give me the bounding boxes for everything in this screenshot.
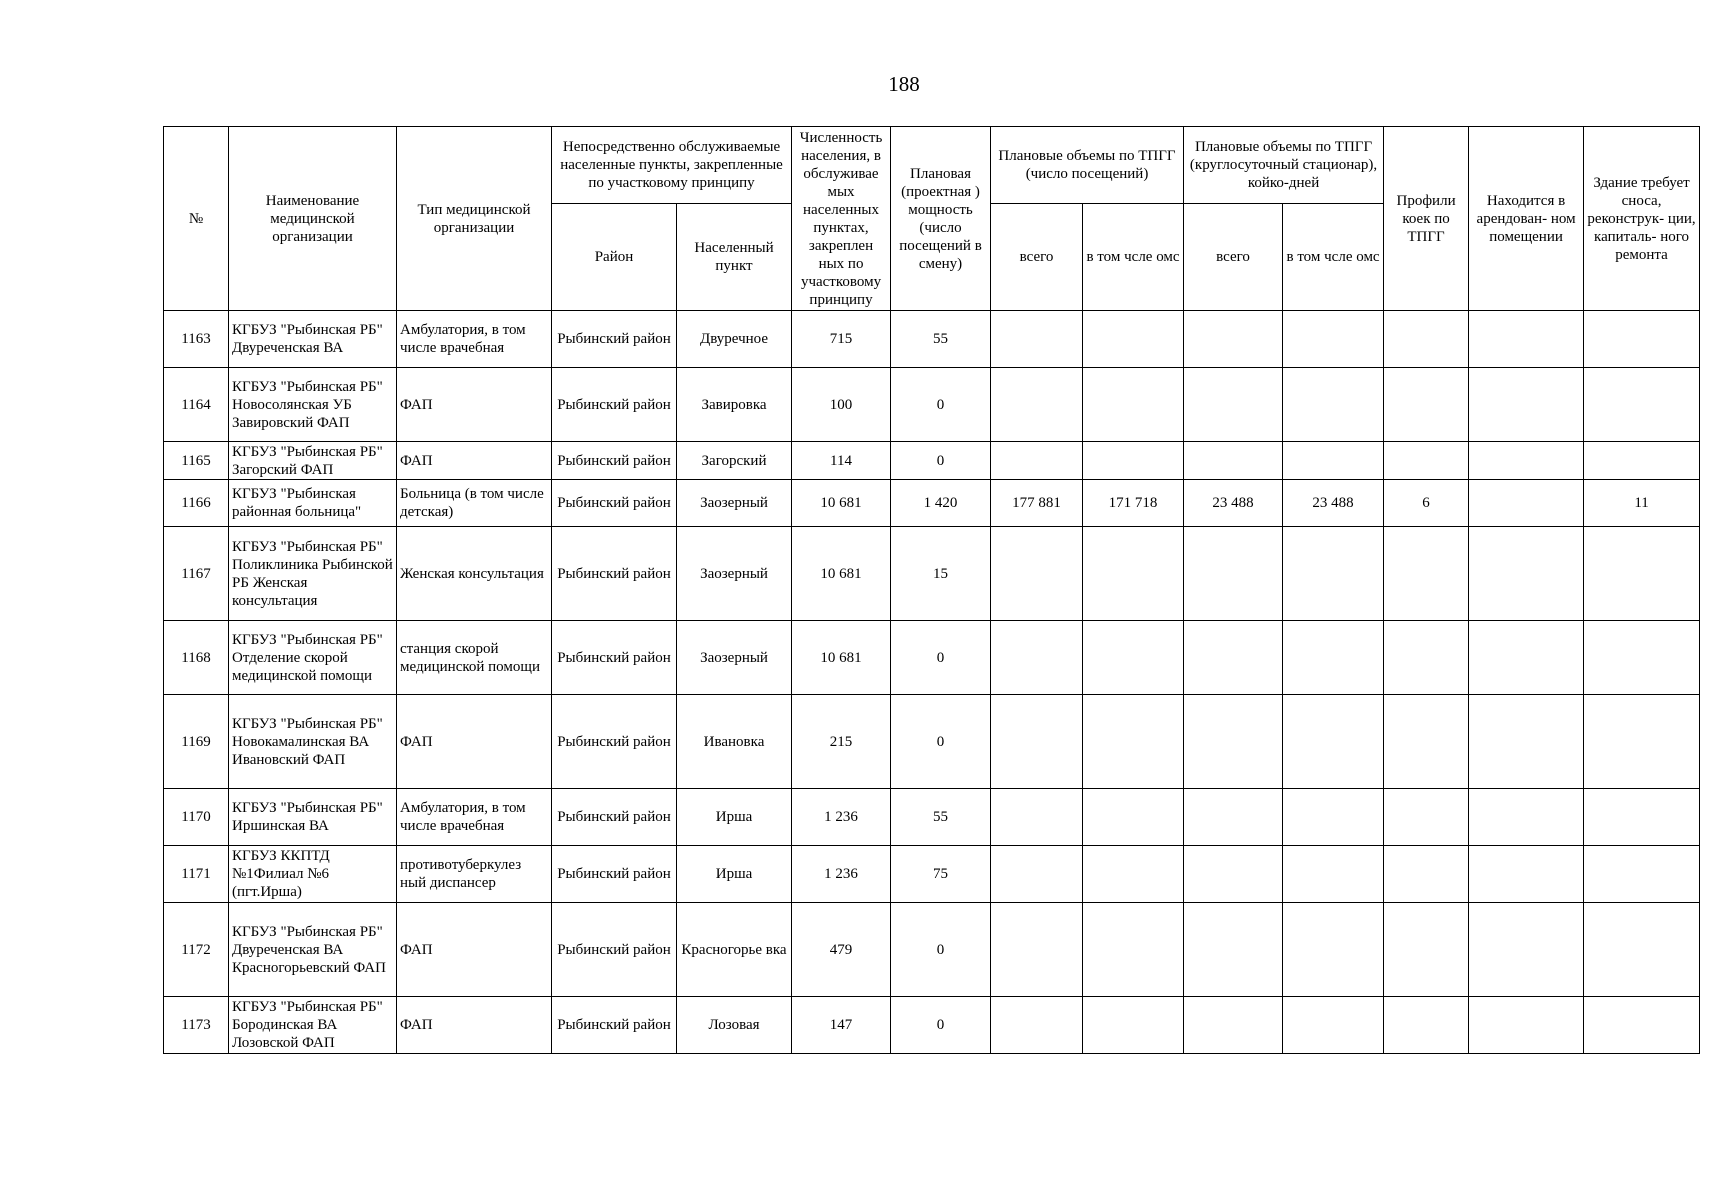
table-row: [164, 695, 1700, 789]
cell-building: [1584, 695, 1700, 789]
cell-rented: [1469, 442, 1584, 480]
table-row: [164, 903, 1700, 997]
cell-beds-total: [1184, 695, 1283, 789]
table-row: [164, 789, 1700, 846]
cell-district: Рыбинский район: [552, 621, 677, 695]
cell-visits-oms: [1083, 442, 1184, 480]
cell-building: [1584, 442, 1700, 480]
cell-population: 10 681: [792, 527, 891, 621]
cell-rented: [1469, 789, 1584, 846]
cell-district: Рыбинский район: [552, 997, 677, 1054]
cell-rented: [1469, 903, 1584, 997]
table-row: [164, 368, 1700, 442]
cell-building: [1584, 789, 1700, 846]
header-beds-oms: в том чсле омс: [1283, 204, 1384, 311]
cell-building: [1584, 311, 1700, 368]
cell-type: ФАП: [397, 903, 552, 997]
cell-beds-total: [1184, 368, 1283, 442]
header-profiles: Профили коек по ТПГГ: [1384, 127, 1469, 311]
cell-beds-total: [1184, 311, 1283, 368]
cell-name: КГБУЗ "Рыбинская РБ" Двуреченская ВА: [229, 311, 397, 368]
cell-no: 1167: [164, 527, 229, 621]
cell-no: 1172: [164, 903, 229, 997]
cell-type: противотуберкулез ный диспансер: [397, 846, 552, 903]
cell-district: Рыбинский район: [552, 311, 677, 368]
cell-beds-total: [1184, 621, 1283, 695]
header-district: Район: [552, 204, 677, 311]
cell-visits-total: [991, 695, 1083, 789]
cell-visits-oms: [1083, 997, 1184, 1054]
header-building: Здание требует сноса, реконструк- ции, капиталь- ного ремонта: [1584, 127, 1700, 311]
cell-no: 1168: [164, 621, 229, 695]
cell-building: [1584, 903, 1700, 997]
cell-type: Больница (в том числе детская): [397, 480, 552, 527]
cell-beds-oms: [1283, 695, 1384, 789]
cell-population: 10 681: [792, 621, 891, 695]
cell-name: КГБУЗ "Рыбинская РБ" Загорский ФАП: [229, 442, 397, 480]
cell-population: 215: [792, 695, 891, 789]
cell-locality: Красногорье вка: [677, 903, 792, 997]
cell-beds-oms: [1283, 442, 1384, 480]
cell-locality: Заозерный: [677, 480, 792, 527]
cell-type: ФАП: [397, 695, 552, 789]
cell-no: 1166: [164, 480, 229, 527]
cell-visits-total: [991, 527, 1083, 621]
cell-name: КГБУЗ "Рыбинская РБ" Отделение скорой медицинской помощи: [229, 621, 397, 695]
cell-profiles: [1384, 695, 1469, 789]
cell-rented: [1469, 311, 1584, 368]
header-name: Наименование медицинской организации: [229, 127, 397, 311]
cell-rented: [1469, 368, 1584, 442]
cell-building: 11: [1584, 480, 1700, 527]
cell-rented: [1469, 527, 1584, 621]
cell-name: КГБУЗ ККПТД №1Филиал №6 (пгт.Ирша): [229, 846, 397, 903]
header-served-group: Непосредственно обслуживаемые населенные пункты, закрепленные по участковому принципу: [552, 127, 792, 204]
cell-building: [1584, 527, 1700, 621]
cell-beds-oms: [1283, 789, 1384, 846]
cell-profiles: [1384, 789, 1469, 846]
cell-beds-oms: [1283, 621, 1384, 695]
cell-profiles: [1384, 621, 1469, 695]
cell-district: Рыбинский район: [552, 442, 677, 480]
cell-district: Рыбинский район: [552, 695, 677, 789]
cell-beds-oms: [1283, 368, 1384, 442]
cell-profiles: [1384, 997, 1469, 1054]
cell-rented: [1469, 846, 1584, 903]
cell-capacity: 55: [891, 311, 991, 368]
table-row: [164, 480, 1700, 527]
cell-capacity: 0: [891, 368, 991, 442]
cell-name: КГБУЗ "Рыбинская РБ" Иршинская ВА: [229, 789, 397, 846]
cell-rented: [1469, 621, 1584, 695]
cell-type: Амбулатория, в том числе врачебная: [397, 311, 552, 368]
cell-locality: Завировка: [677, 368, 792, 442]
cell-beds-total: [1184, 997, 1283, 1054]
cell-rented: [1469, 997, 1584, 1054]
cell-locality: Ирша: [677, 846, 792, 903]
cell-building: [1584, 846, 1700, 903]
cell-beds-oms: [1283, 997, 1384, 1054]
cell-name: КГБУЗ "Рыбинская районная больница": [229, 480, 397, 527]
header-beds-group: Плановые объемы по ТПГГ (круглосуточный стационар), койко-дней: [1184, 127, 1384, 204]
header-type: Тип медицинской организации: [397, 127, 552, 311]
cell-visits-total: [991, 846, 1083, 903]
header-rented: Находится в арендован- ном помещении: [1469, 127, 1584, 311]
cell-profiles: [1384, 442, 1469, 480]
cell-population: 715: [792, 311, 891, 368]
header-no: №: [164, 127, 229, 311]
cell-population: 114: [792, 442, 891, 480]
cell-visits-oms: [1083, 368, 1184, 442]
header-visits-group: Плановые объемы по ТПГГ (число посещений): [991, 127, 1184, 204]
cell-name: КГБУЗ "Рыбинская РБ" Новосолянская УБ Завировский ФАП: [229, 368, 397, 442]
cell-district: Рыбинский район: [552, 480, 677, 527]
cell-population: 100: [792, 368, 891, 442]
cell-type: ФАП: [397, 997, 552, 1054]
cell-no: 1170: [164, 789, 229, 846]
cell-capacity: 0: [891, 695, 991, 789]
cell-population: 1 236: [792, 789, 891, 846]
cell-locality: Загорский: [677, 442, 792, 480]
table-row: [164, 311, 1700, 368]
table-row: [164, 527, 1700, 621]
cell-profiles: [1384, 311, 1469, 368]
cell-population: 479: [792, 903, 891, 997]
cell-visits-oms: 171 718: [1083, 480, 1184, 527]
header-beds-total: всего: [1184, 204, 1283, 311]
cell-no: 1165: [164, 442, 229, 480]
cell-visits-total: [991, 789, 1083, 846]
cell-district: Рыбинский район: [552, 527, 677, 621]
cell-beds-oms: [1283, 903, 1384, 997]
cell-no: 1164: [164, 368, 229, 442]
cell-capacity: 1 420: [891, 480, 991, 527]
cell-no: 1173: [164, 997, 229, 1054]
cell-beds-oms: 23 488: [1283, 480, 1384, 527]
table-row: [164, 442, 1700, 480]
cell-visits-total: [991, 368, 1083, 442]
cell-profiles: [1384, 368, 1469, 442]
cell-population: 147: [792, 997, 891, 1054]
cell-locality: Лозовая: [677, 997, 792, 1054]
cell-capacity: 15: [891, 527, 991, 621]
cell-rented: [1469, 480, 1584, 527]
cell-beds-total: [1184, 442, 1283, 480]
cell-profiles: [1384, 846, 1469, 903]
cell-population: 10 681: [792, 480, 891, 527]
table-row: [164, 997, 1700, 1054]
cell-visits-oms: [1083, 621, 1184, 695]
cell-type: ФАП: [397, 442, 552, 480]
cell-locality: Ивановка: [677, 695, 792, 789]
cell-no: 1171: [164, 846, 229, 903]
cell-district: Рыбинский район: [552, 789, 677, 846]
cell-name: КГБУЗ "Рыбинская РБ" Двуреченская ВА Красногорьевский ФАП: [229, 903, 397, 997]
cell-beds-total: [1184, 527, 1283, 621]
header-population: Численность населения, в обслуживае мых населенных пунктах, закреплен ных по участковому принципу: [792, 127, 891, 311]
cell-district: Рыбинский район: [552, 846, 677, 903]
cell-rented: [1469, 695, 1584, 789]
cell-visits-oms: [1083, 527, 1184, 621]
cell-locality: Ирша: [677, 789, 792, 846]
cell-beds-total: 23 488: [1184, 480, 1283, 527]
cell-visits-oms: [1083, 846, 1184, 903]
cell-visits-oms: [1083, 903, 1184, 997]
cell-visits-total: [991, 311, 1083, 368]
cell-capacity: 0: [891, 997, 991, 1054]
cell-name: КГБУЗ "Рыбинская РБ" Поликлиника Рыбинской РБ Женская консультация: [229, 527, 397, 621]
cell-profiles: [1384, 527, 1469, 621]
cell-capacity: 55: [891, 789, 991, 846]
cell-name: КГБУЗ "Рыбинская РБ" Бородинская ВА Лозовской ФАП: [229, 997, 397, 1054]
cell-no: 1163: [164, 311, 229, 368]
cell-building: [1584, 997, 1700, 1054]
header-capacity: Плановая (проектная ) мощность (число посещений в смену): [891, 127, 991, 311]
cell-type: ФАП: [397, 368, 552, 442]
cell-locality: Заозерный: [677, 621, 792, 695]
table-row: [164, 846, 1700, 903]
cell-visits-oms: [1083, 695, 1184, 789]
cell-beds-oms: [1283, 311, 1384, 368]
cell-visits-total: [991, 997, 1083, 1054]
cell-population: 1 236: [792, 846, 891, 903]
cell-building: [1584, 368, 1700, 442]
cell-beds-oms: [1283, 846, 1384, 903]
cell-visits-total: [991, 903, 1083, 997]
cell-profiles: [1384, 903, 1469, 997]
cell-visits-oms: [1083, 789, 1184, 846]
cell-locality: Двуречное: [677, 311, 792, 368]
cell-beds-oms: [1283, 527, 1384, 621]
facilities-table: [163, 126, 1700, 1054]
cell-type: Амбулатория, в том числе врачебная: [397, 789, 552, 846]
cell-district: Рыбинский район: [552, 368, 677, 442]
page-number: 188: [888, 72, 920, 96]
cell-capacity: 0: [891, 621, 991, 695]
header-visits-total: всего: [991, 204, 1083, 311]
cell-beds-total: [1184, 846, 1283, 903]
cell-name: КГБУЗ "Рыбинская РБ" Новокамалинская ВА Ивановский ФАП: [229, 695, 397, 789]
table-body: [164, 311, 1700, 1054]
cell-capacity: 75: [891, 846, 991, 903]
table-wrapper: [163, 126, 1700, 1054]
cell-visits-total: [991, 442, 1083, 480]
cell-visits-oms: [1083, 311, 1184, 368]
header-locality: Населенный пункт: [677, 204, 792, 311]
table-row: [164, 621, 1700, 695]
cell-capacity: 0: [891, 442, 991, 480]
cell-capacity: 0: [891, 903, 991, 997]
cell-district: Рыбинский район: [552, 903, 677, 997]
cell-profiles: 6: [1384, 480, 1469, 527]
cell-type: станция скорой медицинской помощи: [397, 621, 552, 695]
cell-locality: Заозерный: [677, 527, 792, 621]
cell-visits-total: 177 881: [991, 480, 1083, 527]
cell-beds-total: [1184, 903, 1283, 997]
cell-visits-total: [991, 621, 1083, 695]
cell-building: [1584, 621, 1700, 695]
cell-beds-total: [1184, 789, 1283, 846]
cell-type: Женская консультация: [397, 527, 552, 621]
cell-no: 1169: [164, 695, 229, 789]
header-visits-oms: в том чсле омс: [1083, 204, 1184, 311]
